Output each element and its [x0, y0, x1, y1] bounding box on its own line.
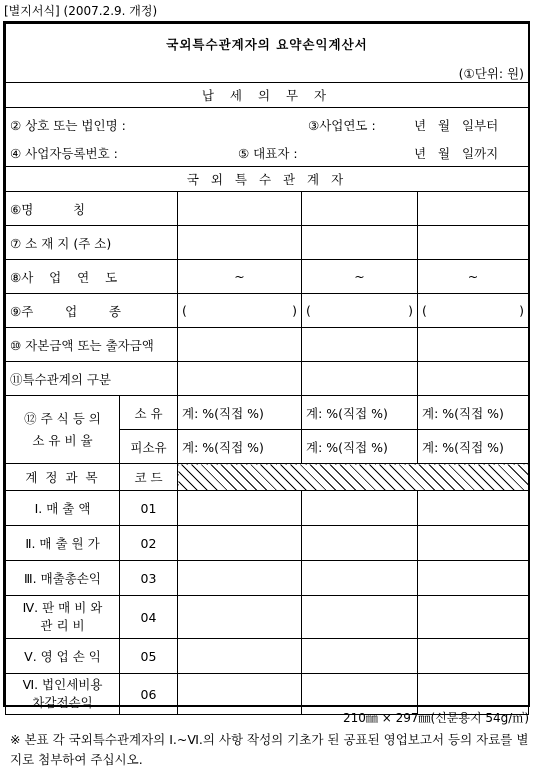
related2-owned-pct[interactable]: 계: %(직접 %): [302, 396, 418, 430]
related2-fiscal-cell[interactable]: ~: [302, 260, 418, 294]
related1-ownedby-pct[interactable]: 계: %(직접 %): [178, 430, 302, 464]
related2-account-cell[interactable]: [302, 526, 418, 561]
related3-account-cell[interactable]: [418, 526, 529, 561]
paren-open: (: [306, 303, 311, 318]
account-item: Ⅴ. 영 업 손 익: [6, 639, 120, 674]
related2-account-cell[interactable]: [302, 596, 418, 639]
related1-account-cell[interactable]: [178, 674, 302, 715]
account-item: Ⅰ. 매 출 액: [6, 491, 120, 526]
summary-income-statement-form: [5, 23, 529, 715]
paren-open: (: [422, 303, 427, 318]
fiscal-year-label: ③사업연도 :: [308, 118, 376, 133]
related-party-section-header: 국 외 특 수 관 계 자: [6, 167, 529, 192]
account-code: 05: [120, 639, 178, 674]
attachment-note: ※ 본표 각 국외특수관계자의 Ⅰ.~Ⅵ.의 사항 작성의 기초가 된 공표된 영업보고서 등의 자료를 별지로 첨부하여 주십시오.: [10, 732, 529, 767]
business-type-label: ⑨주 업 종: [6, 294, 178, 328]
related2-relation-cell[interactable]: [302, 362, 418, 396]
related1-location-cell[interactable]: [178, 226, 302, 260]
related2-location-cell[interactable]: [302, 226, 418, 260]
related3-account-cell[interactable]: [418, 639, 529, 674]
paper-size-note: 210㎜ × 297㎜(신문용지 54g/㎡): [343, 711, 529, 725]
owned-label: 소 유: [120, 396, 178, 430]
owned-by-label: 피소유: [120, 430, 178, 464]
related2-business-cell[interactable]: [302, 294, 418, 328]
fiscal-year-to[interactable]: 년 월 일까지: [414, 146, 499, 161]
related3-account-cell[interactable]: [418, 596, 529, 639]
related1-relation-cell[interactable]: [178, 362, 302, 396]
company-name-label: ② 상호 또는 법인명 :: [10, 118, 126, 133]
related3-account-cell[interactable]: [418, 491, 529, 526]
fiscal-year-row-label: ⑧사 업 연 도: [6, 260, 178, 294]
taxpayer-section-header: 납 세 의 무 자: [6, 83, 529, 108]
unit-label: (①단위: 원): [6, 64, 529, 83]
related1-account-cell[interactable]: [178, 526, 302, 561]
account-item-line2: 관 리 비: [40, 618, 85, 633]
account-item: Ⅲ. 매출총손익: [6, 561, 120, 596]
hatched-area: [178, 464, 529, 491]
account-code: 01: [120, 491, 178, 526]
capital-label: ⑩ 자본금액 또는 출자금액: [6, 328, 178, 362]
related3-location-cell[interactable]: [418, 226, 529, 260]
account-item: Ⅱ. 매 출 원 가: [6, 526, 120, 561]
business-reg-no-label: ④ 사업자등록번호 :: [10, 146, 118, 161]
related1-account-cell[interactable]: [178, 491, 302, 526]
related2-capital-cell[interactable]: [302, 328, 418, 362]
related1-fiscal-cell[interactable]: ~: [178, 260, 302, 294]
share-ratio-line2: 소 유 비 율: [32, 432, 93, 448]
location-label: ⑦ 소 재 지 (주 소): [6, 226, 178, 260]
account-code: 03: [120, 561, 178, 596]
related3-ownedby-pct[interactable]: 계: %(직접 %): [418, 430, 529, 464]
account-item-line1: Ⅵ. 법인세비용: [22, 677, 103, 692]
fiscal-year-from[interactable]: 년 월 일부터: [414, 118, 499, 133]
related3-business-cell[interactable]: [418, 294, 529, 328]
related3-name-cell[interactable]: [418, 192, 529, 226]
related1-owned-pct[interactable]: 계: %(직접 %): [178, 396, 302, 430]
related1-capital-cell[interactable]: [178, 328, 302, 362]
share-ratio-line1: ⑫ 주 식 등 의: [24, 410, 101, 426]
related3-relation-cell[interactable]: [418, 362, 529, 396]
account-code: 04: [120, 596, 178, 639]
relation-type-label: ⑪특수관계의 구분: [6, 362, 178, 396]
account-item-line1: Ⅳ. 판 매 비 와: [22, 600, 103, 615]
form-header-note: [별지서식] (2007.2.9. 개정): [4, 4, 158, 18]
related1-business-cell[interactable]: [178, 294, 302, 328]
related3-account-cell[interactable]: [418, 561, 529, 596]
related3-owned-pct[interactable]: 계: %(직접 %): [418, 396, 529, 430]
paren-close: ): [408, 303, 413, 318]
related1-name-cell[interactable]: [178, 192, 302, 226]
share-ratio-label: [6, 396, 120, 464]
name-label: ⑥명 칭: [6, 192, 178, 226]
account-item: [6, 596, 120, 639]
related2-ownedby-pct[interactable]: 계: %(직접 %): [302, 430, 418, 464]
related1-account-cell[interactable]: [178, 596, 302, 639]
related2-name-cell[interactable]: [302, 192, 418, 226]
related2-account-cell[interactable]: [302, 639, 418, 674]
representative-label: ⑤ 대표자 :: [238, 146, 298, 161]
related3-fiscal-cell[interactable]: ~: [418, 260, 529, 294]
related2-account-cell[interactable]: [302, 561, 418, 596]
account-item: [6, 674, 120, 715]
related2-account-cell[interactable]: [302, 491, 418, 526]
account-item-header: 계 정 과 목: [6, 464, 120, 491]
account-code: 06: [120, 674, 178, 715]
paren-close: ): [519, 303, 525, 318]
account-code: 02: [120, 526, 178, 561]
related1-account-cell[interactable]: [178, 639, 302, 674]
code-header: 코 드: [120, 464, 178, 491]
related1-account-cell[interactable]: [178, 561, 302, 596]
related3-capital-cell[interactable]: [418, 328, 529, 362]
form-title: 국외특수관계자의 요약손익계산서: [6, 24, 529, 65]
paren-close: ): [292, 303, 297, 318]
account-item-line2: 차감전손익: [32, 695, 93, 710]
paren-open: (: [182, 303, 187, 318]
